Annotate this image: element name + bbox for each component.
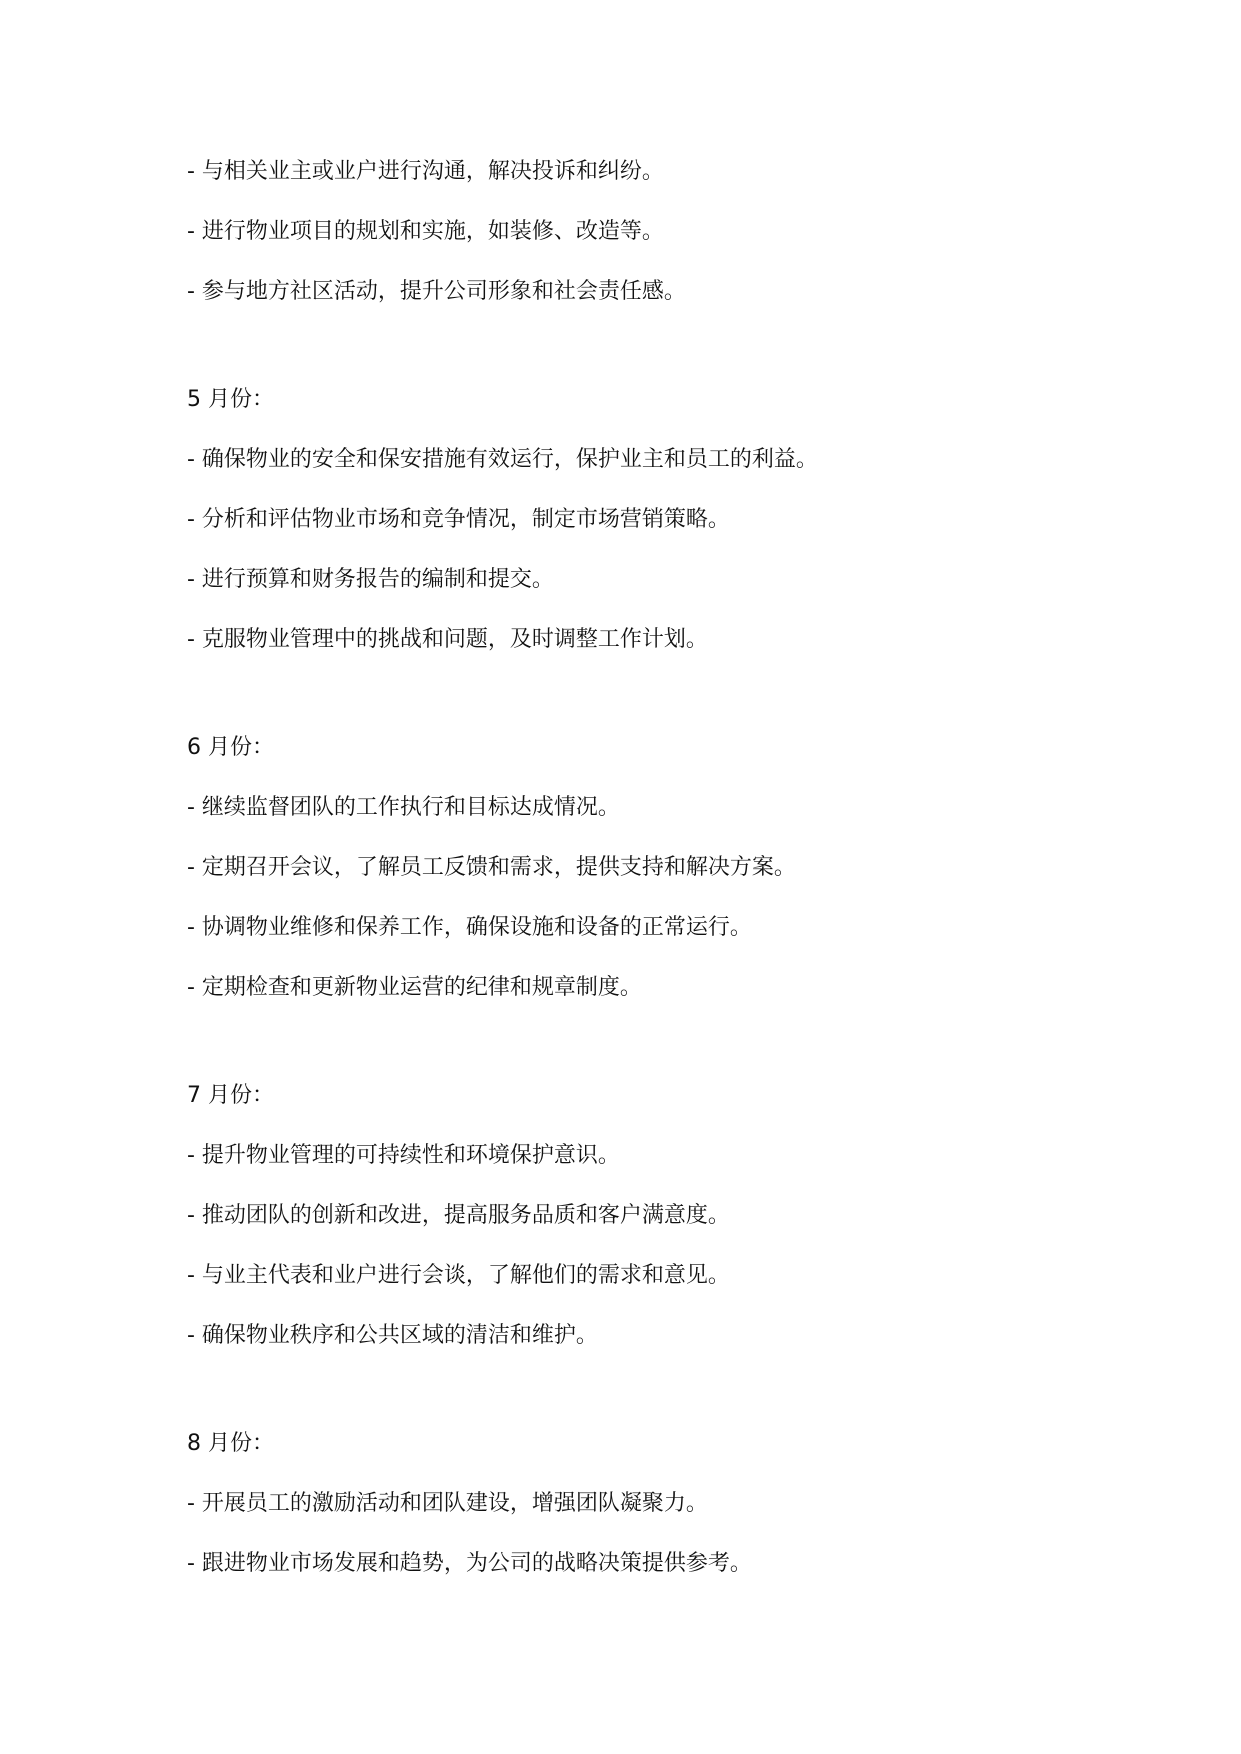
list-item: - 分析和评估物业市场和竞争情况，制定市场营销策略。 (187, 507, 730, 532)
list-item: - 推动团队的创新和改进，提高服务品质和客户满意度。 (187, 1203, 730, 1228)
list-item: - 开展员工的激励活动和团队建设，增强团队凝聚力。 (187, 1491, 708, 1516)
list-item: - 与相关业主或业户进行沟通，解决投诉和纠纷。 (187, 159, 664, 184)
list-item: - 确保物业的安全和保安措施有效运行，保护业主和员工的利益。 (187, 447, 818, 472)
month-heading-august: 8 月份： (187, 1431, 274, 1456)
month-heading-june: 6 月份： (187, 735, 274, 760)
list-item: - 进行物业项目的规划和实施，如装修、改造等。 (187, 219, 664, 244)
month-heading-july: 7 月份： (187, 1083, 274, 1108)
list-item: - 克服物业管理中的挑战和问题，及时调整工作计划。 (187, 627, 708, 652)
list-item: - 定期检查和更新物业运营的纪律和规章制度。 (187, 975, 642, 1000)
list-item: - 参与地方社区活动，提升公司形象和社会责任感。 (187, 279, 686, 304)
list-item: - 进行预算和财务报告的编制和提交。 (187, 567, 554, 592)
list-item: - 与业主代表和业户进行会谈，了解他们的需求和意见。 (187, 1263, 730, 1288)
list-item: - 跟进物业市场发展和趋势，为公司的战略决策提供参考。 (187, 1551, 752, 1576)
list-item: - 确保物业秩序和公共区域的清洁和维护。 (187, 1323, 598, 1348)
month-heading-may: 5 月份： (187, 387, 274, 412)
document-body (187, 157, 1187, 1579)
list-item: - 继续监督团队的工作执行和目标达成情况。 (187, 795, 620, 820)
list-item: - 提升物业管理的可持续性和环境保护意识。 (187, 1143, 620, 1168)
list-item: - 协调物业维修和保养工作，确保设施和设备的正常运行。 (187, 915, 752, 940)
list-item: - 定期召开会议，了解员工反馈和需求，提供支持和解决方案。 (187, 855, 796, 880)
